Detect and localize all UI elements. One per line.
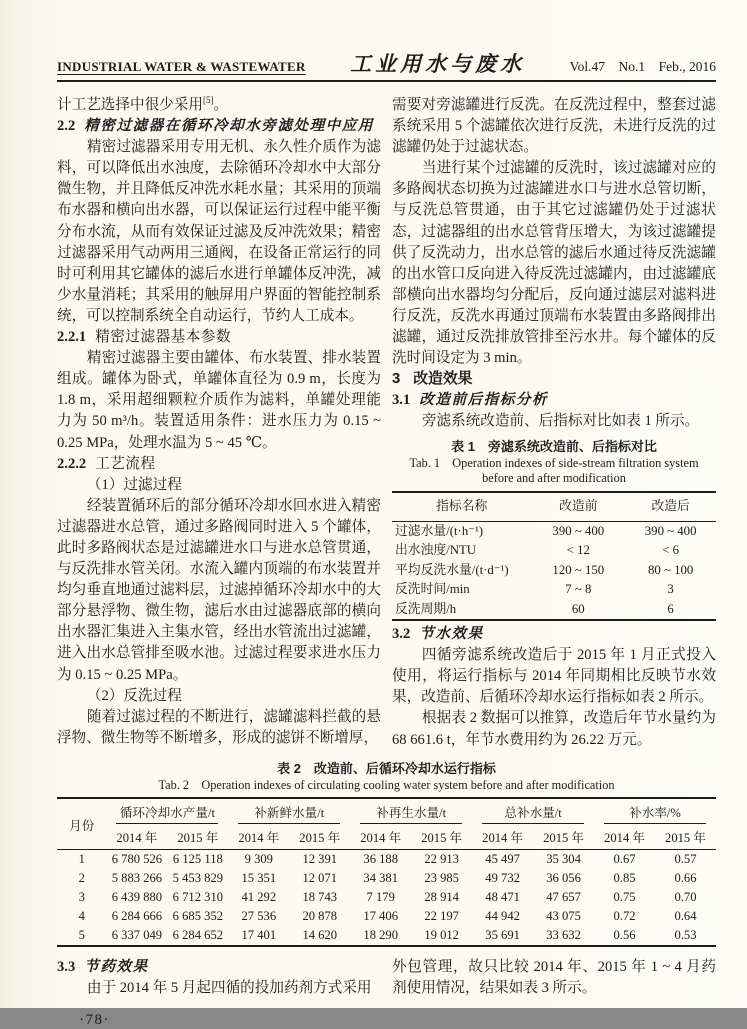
indicator-cell: 反洗时间/min xyxy=(395,582,470,597)
footnote-reference: [5] xyxy=(202,95,214,106)
value-cell: 0.53 xyxy=(674,927,697,942)
value-cell: 6 780 526 xyxy=(111,851,163,866)
bottom-right-column xyxy=(392,957,716,999)
value-cell: < 6 xyxy=(662,543,680,558)
year-column-header: 2014 年 xyxy=(350,824,411,850)
year-column-header: 2015 年 xyxy=(411,824,472,850)
value-cell: 18 743 xyxy=(302,889,338,904)
year-column-header: 2014 年 xyxy=(228,824,289,850)
month-cell: 1 xyxy=(78,851,85,866)
year-column-header: 2015 年 xyxy=(533,824,594,850)
table1-header-row xyxy=(392,492,716,522)
table1-block xyxy=(392,438,716,622)
table1-caption-en-line1: Tab. 1 Operation indexes of side-stream filtration system xyxy=(409,455,699,470)
table-row xyxy=(57,888,716,907)
volume-issue-date: Vol.47 No.1 Feb., 2016 xyxy=(569,59,716,74)
value-cell: 41 292 xyxy=(241,889,277,904)
value-cell: 0.75 xyxy=(613,889,636,904)
section-number: 3.1 xyxy=(392,392,411,409)
value-cell: 6 xyxy=(667,601,674,616)
value-cell: 34 381 xyxy=(363,870,399,885)
month-cell: 2 xyxy=(78,870,85,885)
value-cell: < 12 xyxy=(566,543,590,558)
table2-block xyxy=(57,760,716,948)
group-label: 补再生水量/t xyxy=(360,799,462,824)
value-cell: 48 471 xyxy=(485,889,520,904)
value-cell: 390 ~ 400 xyxy=(552,523,605,538)
value-cell: 28 914 xyxy=(424,889,459,904)
text-run: 。 xyxy=(213,97,229,113)
page-header xyxy=(57,45,716,82)
value-cell: 12 071 xyxy=(302,870,338,885)
paragraph: （2）反洗过程 xyxy=(86,687,182,704)
section-number: 3 xyxy=(392,371,401,388)
value-cell: 0.66 xyxy=(674,870,697,885)
value-cell: 15 351 xyxy=(241,870,277,885)
value-cell: 6 337 049 xyxy=(111,927,163,942)
value-cell: 6 712 310 xyxy=(172,889,224,904)
group-column-header xyxy=(472,798,594,824)
value-cell: 0.72 xyxy=(613,908,636,923)
table-row xyxy=(392,580,716,600)
value-cell: 19 012 xyxy=(424,927,459,942)
section-heading-3.1 xyxy=(392,390,716,411)
year-column-header: 2015 年 xyxy=(167,824,228,850)
bottom-columns xyxy=(57,957,716,999)
value-cell: 17 406 xyxy=(363,908,399,923)
year-column-header: 2014 年 xyxy=(594,824,655,850)
section-heading-3.3 xyxy=(57,957,381,978)
section-title: 工艺流程 xyxy=(95,455,156,472)
bottom-left-column xyxy=(57,957,381,999)
group-label: 补新鲜水量/t xyxy=(238,799,340,824)
table2-body xyxy=(57,850,716,947)
table1 xyxy=(392,491,716,622)
value-cell: 0.64 xyxy=(674,908,697,923)
table-row xyxy=(392,561,716,581)
section-heading-2.2 xyxy=(57,116,381,137)
value-cell: 7 179 xyxy=(366,889,395,904)
value-cell: 6 284 666 xyxy=(111,908,163,923)
group-column-header xyxy=(594,798,716,824)
section-heading-3 xyxy=(392,369,716,390)
value-cell: 0.57 xyxy=(674,851,697,866)
value-cell: 36 056 xyxy=(546,870,581,885)
paragraph: 当进行某个过滤罐的反洗时，该过滤罐对应的多路阀状态切换为过滤罐进水口与进水总管切断，与反洗总管贯通，由于其它过滤罐仍处于过滤状态，过滤器组的出水总管背压增大，为该过滤罐提供了反洗动力，出水总管的滤后水通过待反洗滤罐的出水管口反向进入待反洗过滤罐内，由过滤罐底部横向出水器均匀分配后，反向通过滤层对滤料进行反洗，反洗水再通过顶端布水装置由多路阀排出滤罐，通过反洗排放管排至污水井。每个罐体的反洗时间设定为 3 min。 xyxy=(392,160,716,367)
table1-caption-cn: 表 1 旁滤系统改造前、后指标对比 xyxy=(451,438,657,454)
value-cell: 6 125 118 xyxy=(172,851,223,866)
value-cell: 0.85 xyxy=(613,870,636,885)
month-cell: 5 xyxy=(78,927,85,942)
value-cell: 0.67 xyxy=(613,851,636,866)
section-heading-3.2 xyxy=(392,624,716,645)
journal-name-chinese: 工业用水与废水 xyxy=(350,52,526,76)
paragraph: 四循旁滤系统改造后于 2015 年 1 月正式投入使用，将运行指标与 2014 年同期相比反映节水效果，改造前、后循环冷却水运行指标如表 2 所示。 xyxy=(392,647,716,706)
left-column xyxy=(57,95,381,751)
paragraph: （1）过滤过程 xyxy=(86,476,182,493)
value-cell: 14 620 xyxy=(302,927,338,942)
year-column-header: 2014 年 xyxy=(472,824,533,850)
indicator-cell: 过滤水量/(t·h⁻¹) xyxy=(395,523,484,538)
section-title: 精密过滤器在循环冷却水旁滤处理中应用 xyxy=(84,118,374,135)
table-row xyxy=(57,869,716,888)
value-cell: 6 284 652 xyxy=(172,927,224,942)
group-label: 循环冷却水产量/t xyxy=(116,799,218,824)
section-number: 3.2 xyxy=(392,626,411,643)
group-column-header xyxy=(228,798,350,824)
table2-caption-en: Tab. 2 Operation indexes of circulating cooling water system before and after modification xyxy=(158,777,615,792)
paragraph: 外包管理，故只比较 2014 年、2015 年 1 ~ 4 月药剂使用情况，结果如表 3 所示。 xyxy=(392,959,716,997)
group-label: 总补水量/t xyxy=(482,799,584,824)
year-column-header: 2015 年 xyxy=(655,824,716,850)
group-label: 补水率/% xyxy=(604,799,706,824)
value-cell: 18 290 xyxy=(363,927,399,942)
section-title: 节水效果 xyxy=(419,626,484,643)
value-cell: 47 657 xyxy=(546,889,581,904)
indicator-cell: 出水浊度/NTU xyxy=(395,543,477,558)
section-number: 2.2 xyxy=(57,118,76,135)
value-cell: 45 497 xyxy=(485,851,520,866)
section-heading-2.2.2 xyxy=(57,454,381,475)
value-cell: 6 439 880 xyxy=(111,889,163,904)
indicator-cell: 反洗周期/h xyxy=(395,601,457,616)
value-cell: 0.70 xyxy=(674,889,697,904)
paragraph: 旁滤系统改造前、后指标对比如表 1 所示。 xyxy=(421,413,700,430)
value-cell: 35 304 xyxy=(546,851,581,866)
table1-header-indicator: 指标名称 xyxy=(392,492,531,522)
year-column-header: 2015 年 xyxy=(289,824,350,850)
section-heading-2.2.1 xyxy=(57,327,381,348)
month-cell: 3 xyxy=(78,889,85,904)
month-cell: 4 xyxy=(78,908,85,923)
value-cell: 35 691 xyxy=(485,927,520,942)
page-number: ·78· xyxy=(79,1012,110,1029)
value-cell: 49 732 xyxy=(485,870,520,885)
value-cell: 60 xyxy=(571,601,585,616)
value-cell: 33 632 xyxy=(546,927,581,942)
table-row xyxy=(392,541,716,561)
value-cell: 22 913 xyxy=(424,851,459,866)
value-cell: 36 188 xyxy=(363,851,399,866)
group-column-header xyxy=(106,798,228,824)
section-number: 2.2.1 xyxy=(57,329,87,346)
group-column-header xyxy=(350,798,472,824)
table2-year-row xyxy=(57,824,716,850)
value-cell: 120 ~ 150 xyxy=(552,562,605,577)
section-title: 精密过滤器基本参数 xyxy=(95,329,232,346)
indicator-cell: 平均反洗水量/(t·d⁻¹) xyxy=(395,562,509,577)
section-number: 2.2.2 xyxy=(57,455,87,472)
table1-caption-en-line2: before and after modification xyxy=(482,471,626,485)
table2-caption-cn: 表 2 改造前、后循环冷却水运行指标 xyxy=(277,760,496,776)
value-cell: 9 309 xyxy=(244,851,273,866)
paragraph: 由于 2014 年 5 月起四循的投加药剂方式采用 xyxy=(86,980,372,997)
paragraph: 精密过滤器采用专用无机、永久性介质作为滤料，可以降低出水浊度，去除循环冷却水中大部分微生物，并且降低反冲洗水耗水量；其采用的顶端布水器和横向出水器，可以保证运行过程中能平衡分布水流，从而有效保证过滤及反冲洗效果；精密过滤器采用气动两用三通阀，在设备正常运行的同时可利用其它罐体的滤后水进行单罐体反冲洗，减少水量消耗；其采用的触屏用户界面的智能控制系统，可以控制系统全自动运行，节约人工成本。 xyxy=(57,139,381,324)
right-column-bottom xyxy=(392,624,716,751)
value-cell: 5 883 266 xyxy=(111,870,163,885)
value-cell: 43 075 xyxy=(546,908,581,923)
table1-header-after: 改造后 xyxy=(625,492,716,522)
month-column-header: 月份 xyxy=(57,798,106,850)
section-title: 节药效果 xyxy=(84,959,149,976)
section-number: 3.3 xyxy=(57,959,76,976)
right-column-top xyxy=(392,95,716,433)
section-title: 改造效果 xyxy=(413,371,473,388)
table-row xyxy=(57,907,716,926)
value-cell: 3 xyxy=(667,582,674,597)
value-cell: 27 536 xyxy=(241,908,277,923)
table-row xyxy=(392,521,716,541)
text-run: 计工艺选择中很少采用 xyxy=(57,97,203,113)
value-cell: 0.56 xyxy=(613,927,636,942)
value-cell: 390 ~ 400 xyxy=(644,523,697,538)
paragraph: 随着过滤过程的不断进行，滤罐滤料拦截的悬浮物、微生物等不断增多，形成的滤饼不断增厚， xyxy=(57,708,381,746)
table1-body xyxy=(392,521,716,620)
value-cell: 12 391 xyxy=(302,851,338,866)
section-title: 改造前后指标分析 xyxy=(419,392,549,409)
table1-header-before: 改造前 xyxy=(531,492,625,522)
value-cell: 6 685 352 xyxy=(172,908,224,923)
table-row xyxy=(57,926,716,946)
paragraph: 经装置循环后的部分循环冷却水回水进入精密过滤器进水总管，通过多路阀同时进入 5 个罐体，此时多路阀状态是过滤罐进水口与进水总管贯通，与反洗排水管关闭。水流入罐内顶端的布水装置并均匀垂直地通过滤料层，过滤掉循环冷却水中的大部分悬浮物、微生物，滤后水由过滤器底部的横向出水器汇集进入主集水管，经出水管流出过滤罐，进入出水总管排至吸水池。过滤过程要求进水压力为 0.15 ~ 0.25 MPa。 xyxy=(57,497,381,683)
table2 xyxy=(57,797,716,947)
value-cell: 80 ~ 100 xyxy=(647,562,694,577)
value-cell: 20 878 xyxy=(302,908,338,923)
table-row xyxy=(392,600,716,621)
value-cell: 22 197 xyxy=(424,908,459,923)
table2-head xyxy=(57,798,716,850)
right-column xyxy=(392,95,716,751)
year-column-header: 2014 年 xyxy=(106,824,167,850)
value-cell: 7 ~ 8 xyxy=(565,582,592,597)
value-cell: 23 985 xyxy=(424,870,459,885)
value-cell: 44 942 xyxy=(485,908,520,923)
table-row xyxy=(57,850,716,870)
body-columns xyxy=(57,95,716,751)
paragraph: 根据表 2 数据可以推算，改造后年节水量约为 68 661.6 t，年节水费用约为 26.22 万元。 xyxy=(392,710,716,748)
paragraph: 需要对旁滤罐进行反洗。在反洗过程中，整套过滤系统采用 5 个滤罐依次进行反洗，未进行反洗的过滤罐仍处于过滤状态。 xyxy=(392,97,716,156)
value-cell: 5 453 829 xyxy=(172,870,224,885)
value-cell: 17 401 xyxy=(241,927,277,942)
journal-name-english: INDUSTRIAL WATER & WASTEWATER xyxy=(57,59,306,74)
paragraph: 精密过滤器主要由罐体、布水装置、排水装置组成。罐体为卧式，单罐体直径为 0.9 m，长度为 1.8 m，采用超细颗粒介质作为滤料，单罐处理能力为 50 m³/h。装置适用条件：进水压力为 0.15 ~ 0.25 MPa，处理水温为 5 ~ 45 ℃。 xyxy=(57,350,381,451)
table2-group-row xyxy=(57,798,716,824)
paragraph xyxy=(57,95,381,116)
